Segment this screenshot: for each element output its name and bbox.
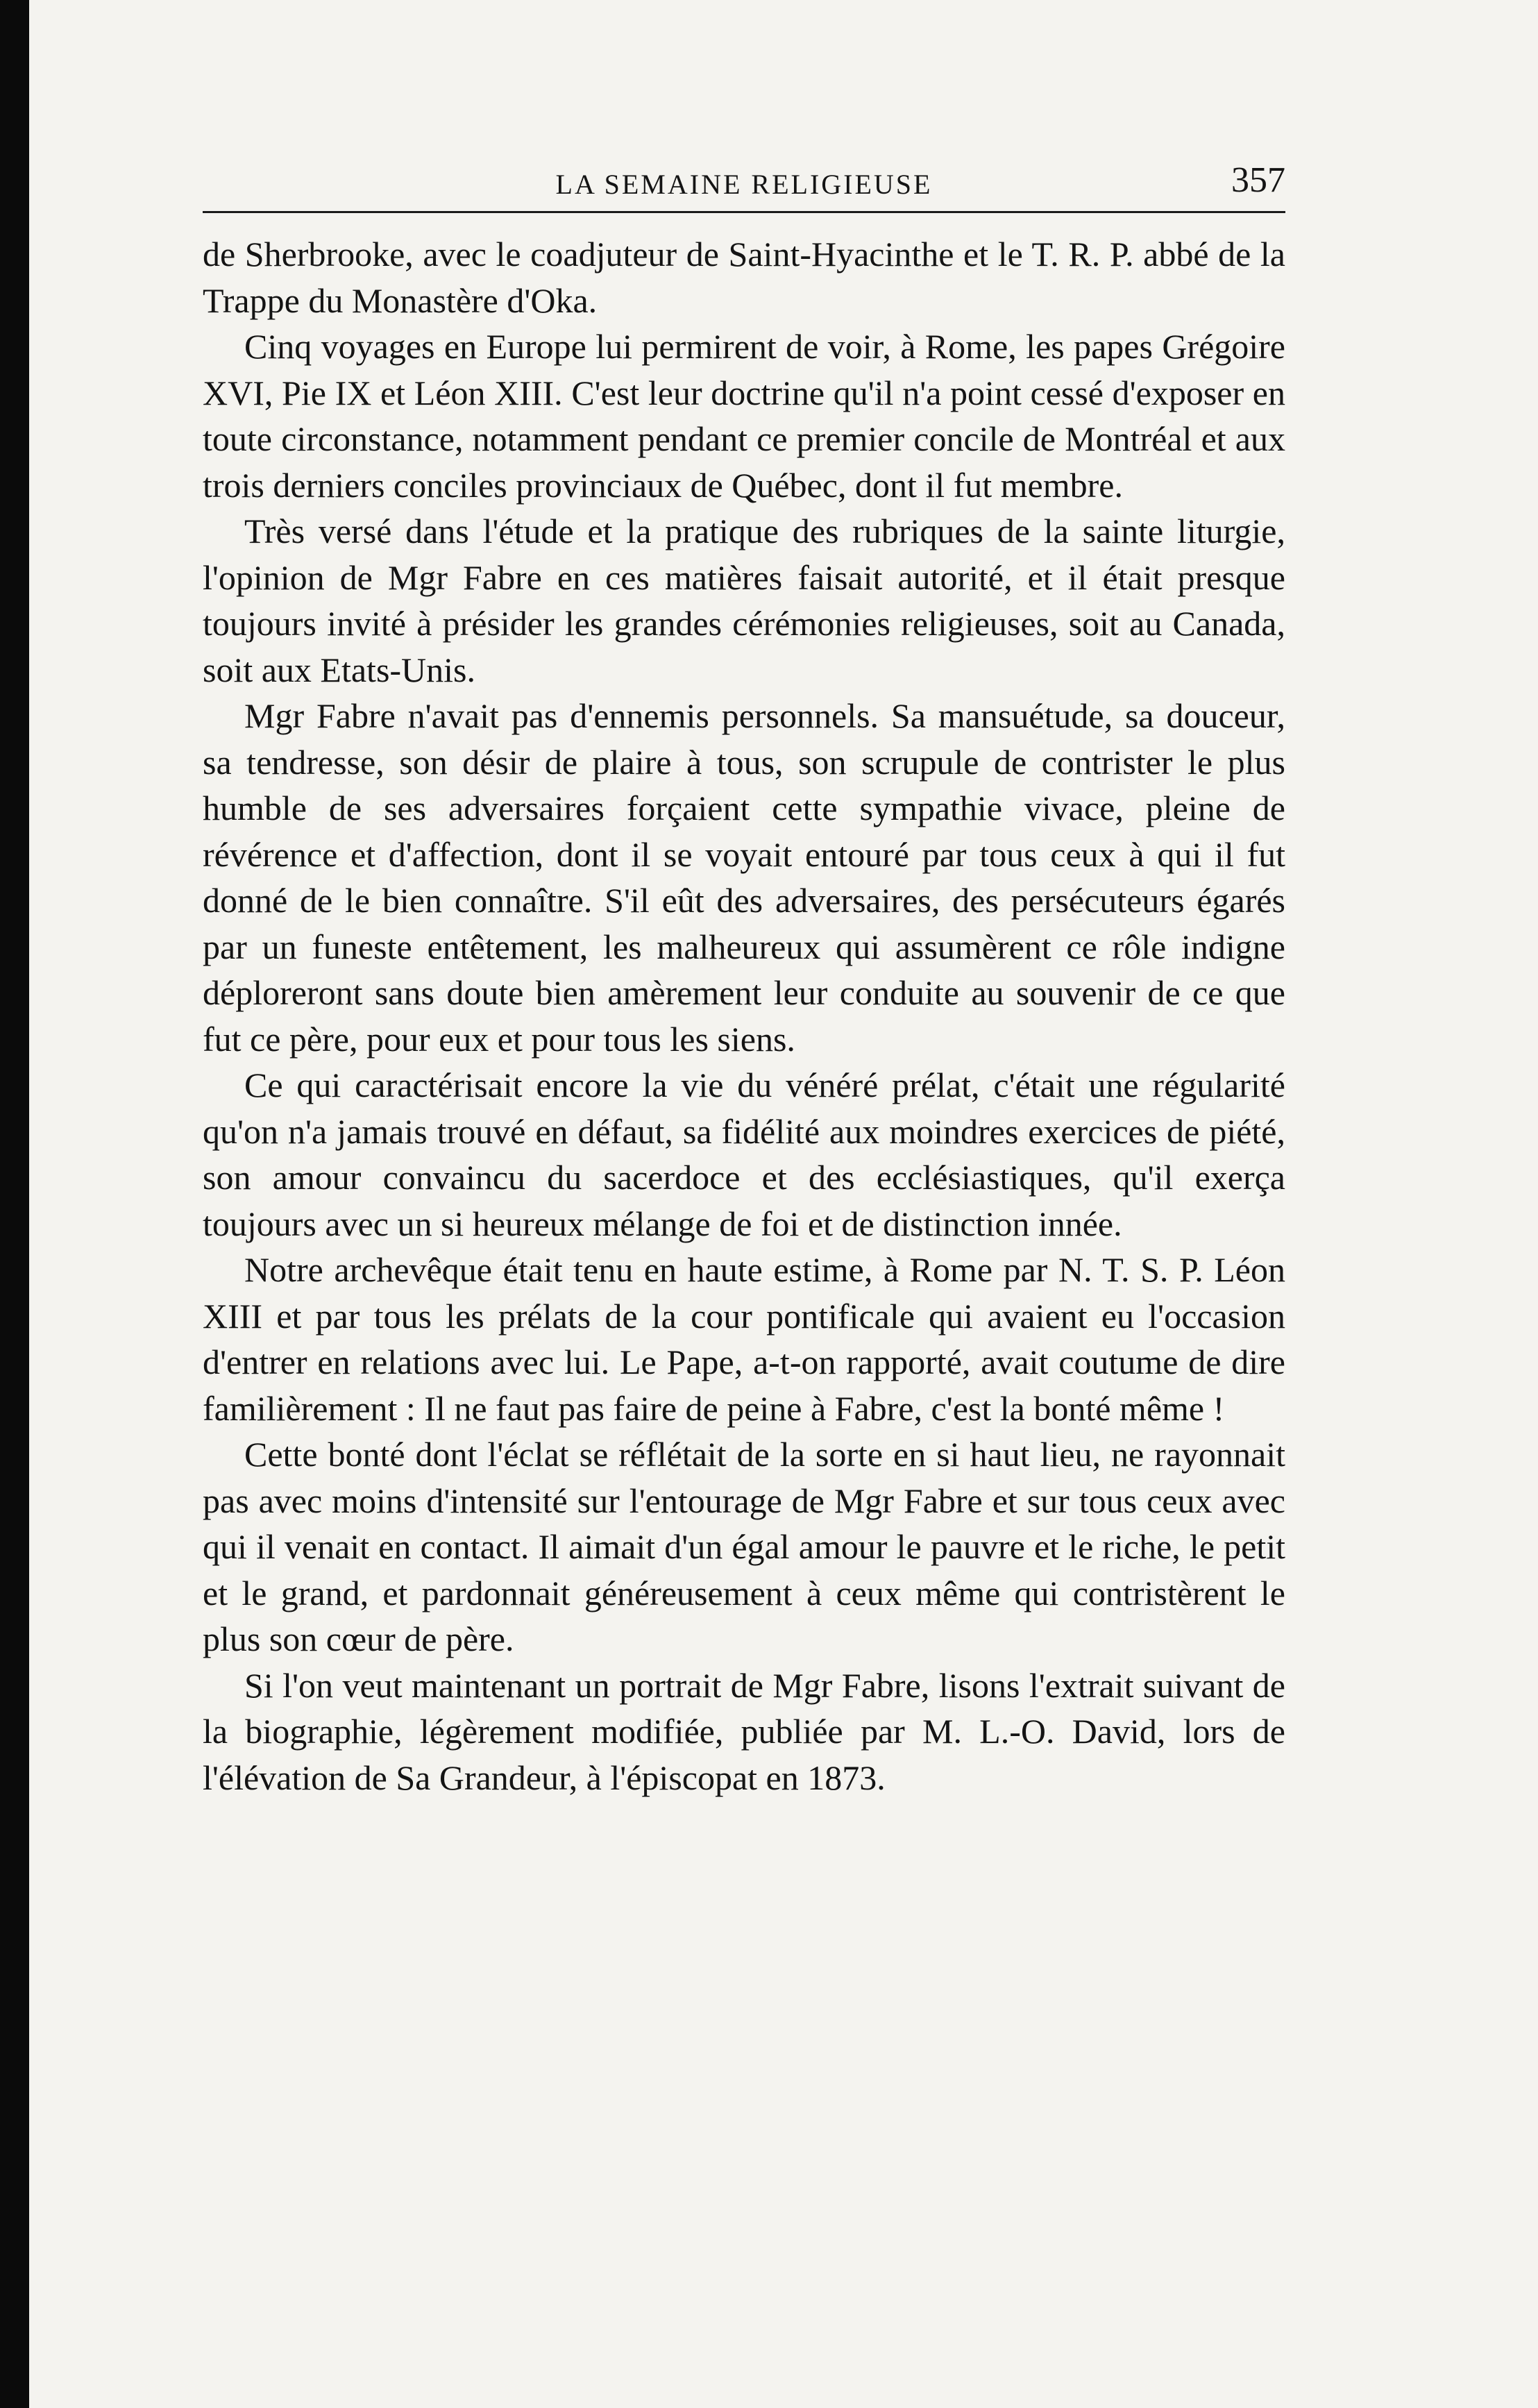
paragraph-6: Notre archevêque était tenu en haute estime, à Rome par N. T. S. P. Léon XIII et par tous les prélats de la cour pontificale qui avaient eu l'occasion d'entrer en relations avec lui. Le Pape, a-t-on rapporté, avait coutume de dire familièrement : Il ne faut pas faire de peine à Fabre, c'est la bonté même !	[203, 1250, 1285, 1428]
paragraph-4: Mgr Fabre n'avait pas d'ennemis personnels. Sa mansuétude, sa douceur, sa tendresse, son désir de plaire à tous, son scrupule de contrister le plus humble de ses adversaires forçaient cette sympathie vivace, pleine de révérence et d'affection, dont il se voyait entouré par tous ceux à qui il fut donné de le bien connaître. S'il eût des adversaires, des persécuteurs égarés par un funeste entêtement, les malheureux qui assumèrent ce rôle indigne déploreront sans doute bien amèrement leur conduite au souvenir de ce que fut ce père, pour eux et pour tous les siens.	[203, 696, 1285, 1059]
paragraph-5: Ce qui caractérisait encore la vie du vénéré prélat, c'était une régularité qu'on n'a jamais trouvé en défaut, sa fidélité aux moindres exercices de piété, son amour convaincu du sacerdoce et des ecclésiastiques, qu'il exerça toujours avec un si heureux mélange de foi et de distinction innée.	[203, 1066, 1285, 1243]
paragraph-8: Si l'on veut maintenant un portrait de Mgr Fabre, lisons l'extrait suivant de la biographie, légèrement modifiée, publiée par M. L.-O. David, lors de l'élévation de Sa Grandeur, à l'épiscopat en 1873.	[203, 1665, 1285, 1797]
paragraph-7: Cette bonté dont l'éclat se réflétait de la sorte en si haut lieu, ne rayonnait pas avec moins d'intensité sur l'entourage de Mgr Fabre et sur tous ceux avec qui il venait en contact. Il aimait d'un égal amour le pauvre et le riche, le petit et le grand, et pardonnait généreusement à ceux même qui contristèrent le plus son cœur de père.	[203, 1435, 1285, 1658]
page-binding-edge	[0, 0, 29, 2408]
body-text	[203, 231, 1285, 1801]
header-rule	[203, 211, 1285, 213]
paragraph-2: Cinq voyages en Europe lui permirent de voir, à Rome, les papes Grégoire XVI, Pie IX et Léon XIII. C'est leur doctrine qu'il n'a point cessé d'exposer en toute circonstance, notamment pendant ce premier concile de Montréal et aux trois derniers conciles provinciaux de Québec, dont il fut membre.	[203, 327, 1285, 505]
page-number: 357	[1231, 160, 1285, 200]
book-page	[203, 160, 1285, 1801]
paragraph-1: de Sherbrooke, avec le coadjuteur de Saint-Hyacinthe et le T. R. P. abbé de la Trappe du Monastère d'Oka.	[203, 235, 1285, 320]
running-header	[203, 160, 1285, 208]
running-title: LA SEMAINE RELIGIEUSE	[555, 169, 933, 200]
paragraph-3: Très versé dans l'étude et la pratique des rubriques de la sainte liturgie, l'opinion de Mgr Fabre en ces matières faisait autorité, et il était presque toujours invité à présider les grandes cérémonies religieuses, soit au Canada, soit aux Etats-Unis.	[203, 512, 1285, 689]
